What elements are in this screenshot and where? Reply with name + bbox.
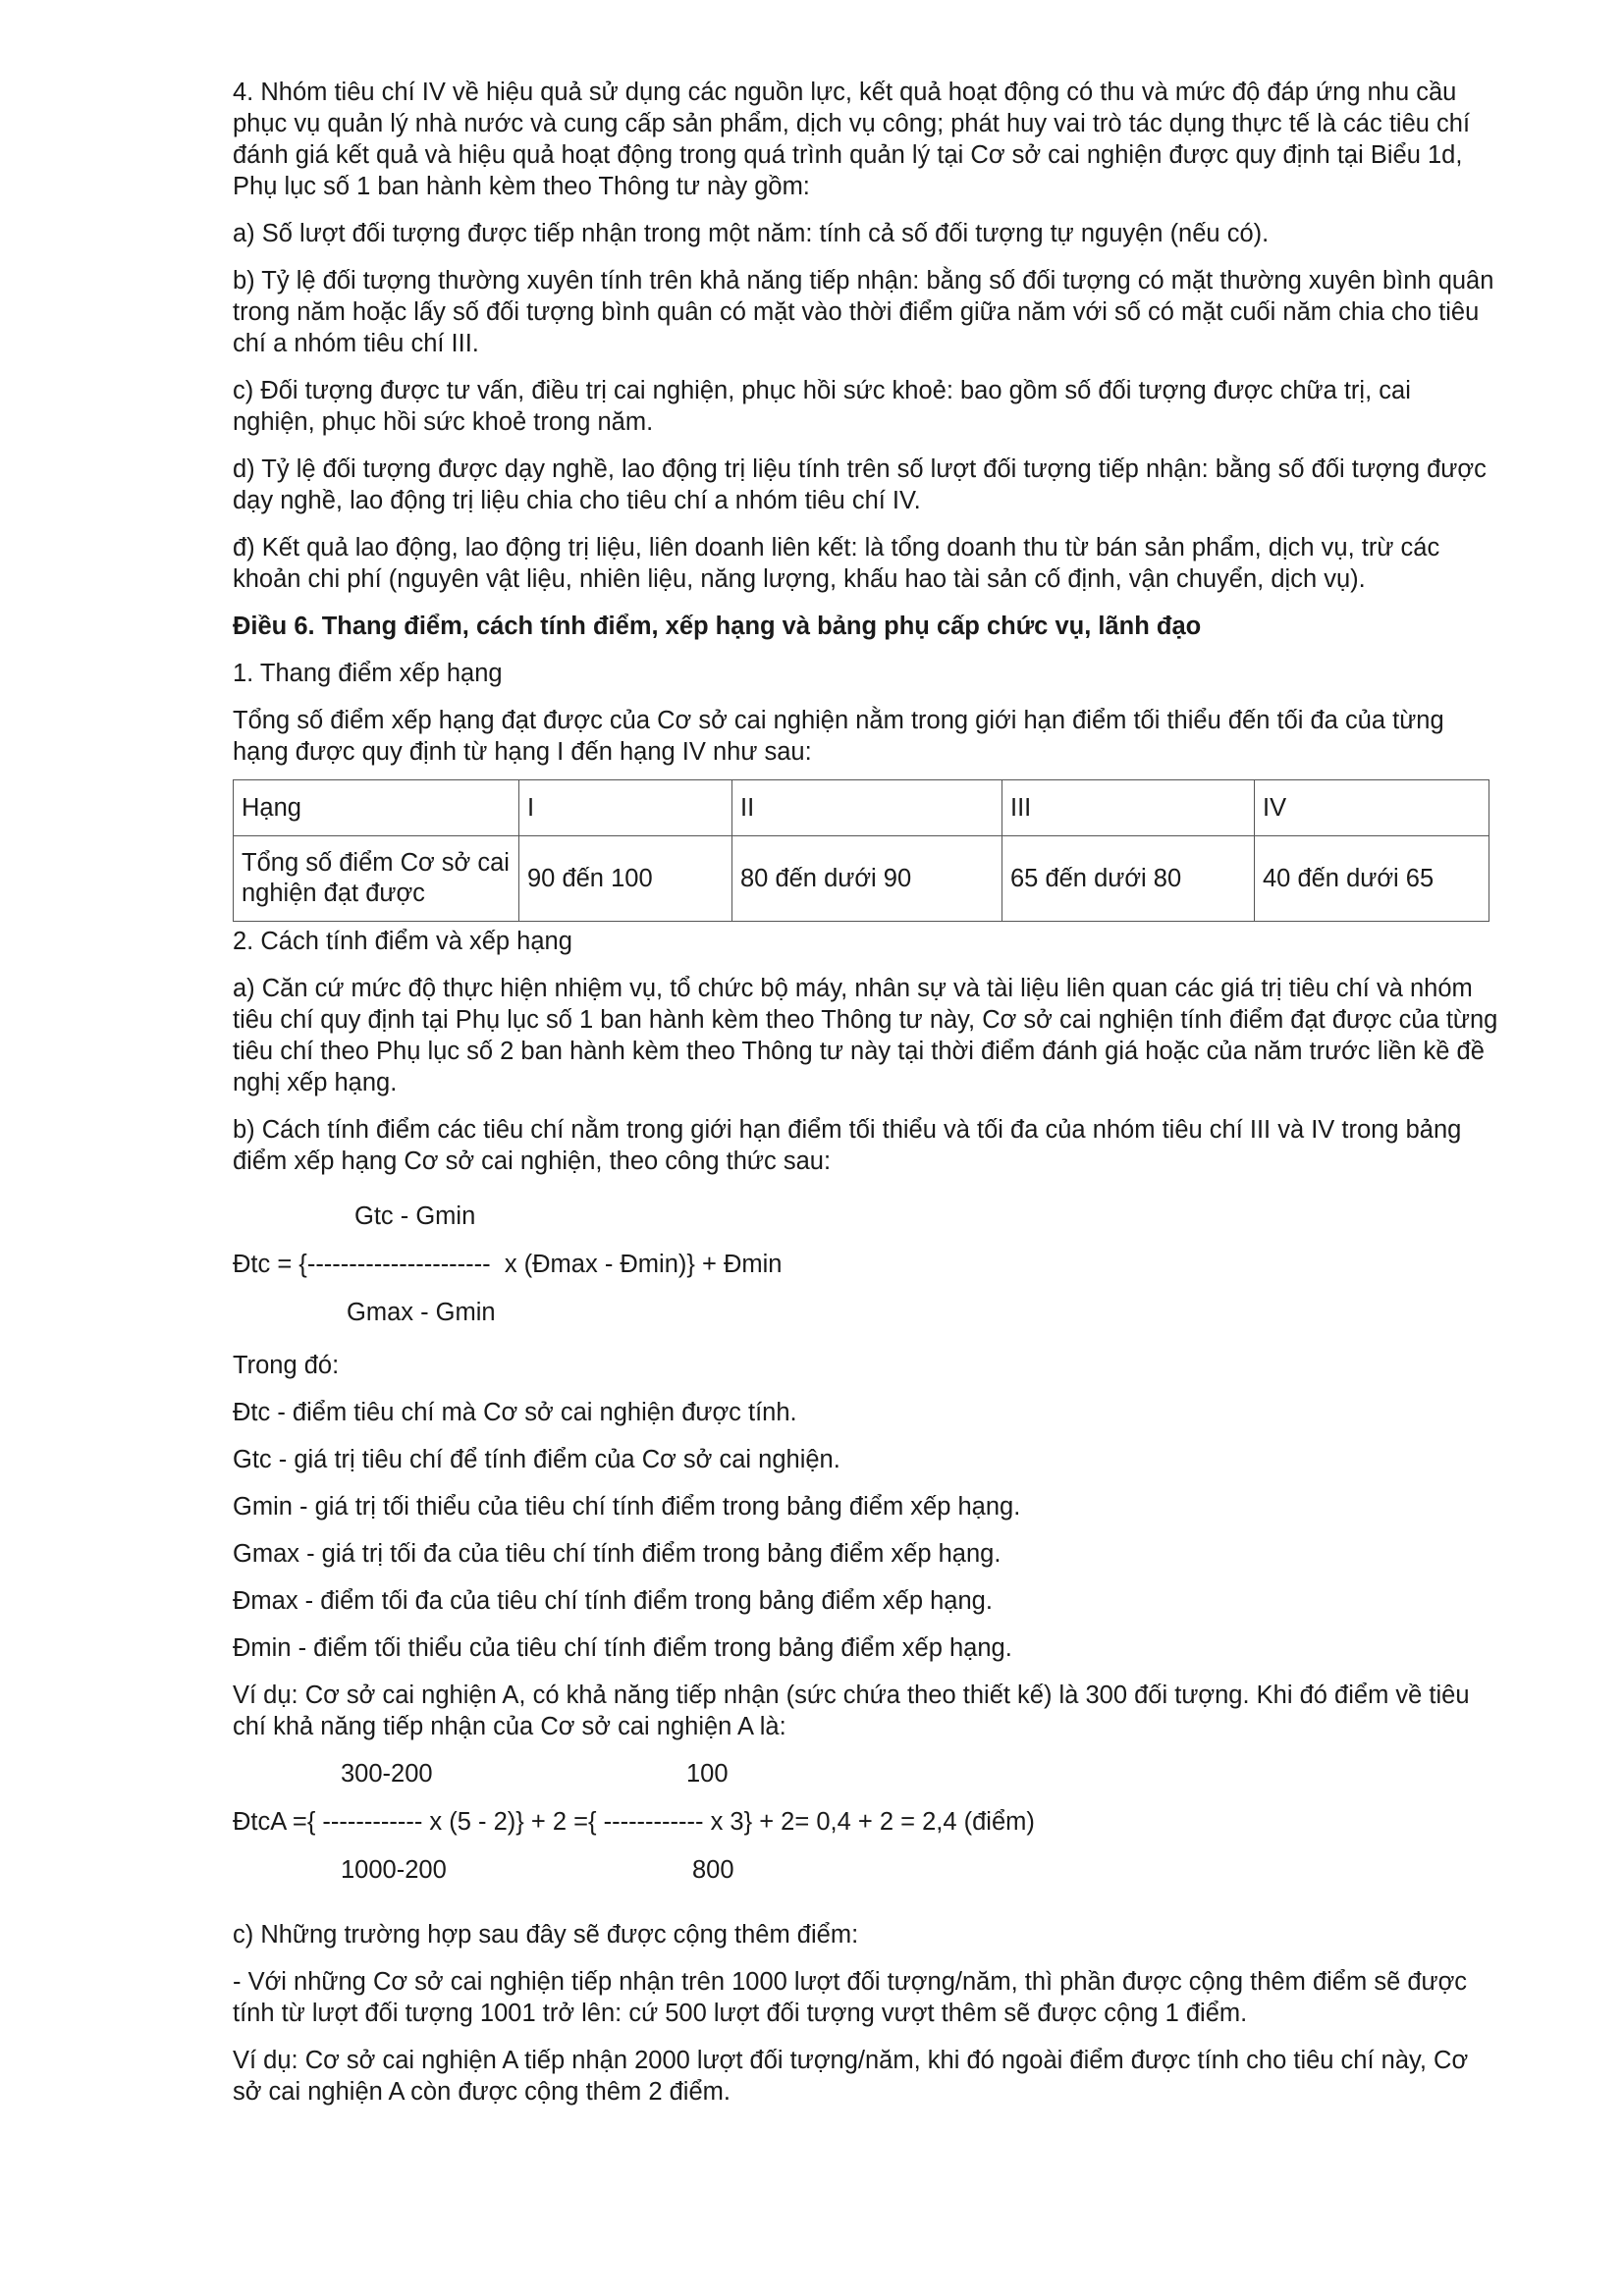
section-1-title: 1. Thang điểm xếp hạng [233, 660, 503, 687]
definition-item: Đtc - điểm tiêu chí mà Cơ sở cai nghiện được tính. [233, 1399, 797, 1426]
table-cell: IV [1255, 780, 1489, 836]
table-cell: 65 đến dưới 80 [1002, 836, 1255, 922]
example-denominator-1: 1000-200 [341, 1856, 447, 1884]
example-1: Ví dụ: Cơ sở cai nghiện A, có khả năng tiếp nhận (sức chứa theo thiết kế) là 300 đối tượng. Khi đó điểm về tiêu chí khả năng tiếp nhận của Cơ sở cai nghiện A là: [233, 1682, 1470, 1740]
table-cell: Hạng [234, 780, 519, 836]
table-row [234, 836, 1489, 922]
formula-numerator: Gtc - Gmin [354, 1202, 476, 1230]
example-numerator-2: 100 [686, 1760, 729, 1788]
table-cell: 90 đến 100 [519, 836, 732, 922]
definition-item: Gmin - giá trị tối thiểu của tiêu chí tính điểm trong bảng điểm xếp hạng. [233, 1493, 1021, 1521]
formula-main: Đtc = {---------------------- x (Đmax - Đmin)} + Đmin [233, 1251, 783, 1278]
item-a: a) Số lượt đối tượng được tiếp nhận trong một năm: tính cả số đối tượng tự nguyện (nếu có). [233, 220, 1270, 247]
bonus-rule: - Với những Cơ sở cai nghiện tiếp nhận trên 1000 lượt đối tượng/năm, thì phần được cộng thêm điểm sẽ được tính từ lượt đối tượng 1001 trở lên: cứ 500 lượt đối tượng vượt thêm sẽ được cộng 1 điểm. [233, 1968, 1468, 2027]
definition-item: Gtc - giá trị tiêu chí để tính điểm của Cơ sở cai nghiện. [233, 1446, 840, 1473]
example-formula-main: ĐtcA ={ ------------ x (5 - 2)} + 2 ={ ------------ x 3} + 2= 0,4 + 2 = 2,4 (điểm) [233, 1808, 1035, 1836]
section-1-text: Tổng số điểm xếp hạng đạt được của Cơ sở cai nghiện nằm trong giới hạn điểm tối thiểu đến tối đa của từng hạng được quy định từ hạng I đến hạng IV như sau: [233, 707, 1444, 766]
section-2c: c) Những trường hợp sau đây sẽ được cộng thêm điểm: [233, 1921, 859, 1949]
table-cell: II [732, 780, 1002, 836]
document-page [233, 77, 1499, 2123]
example-denominator-2: 800 [692, 1856, 734, 1884]
where-label: Trong đó: [233, 1352, 340, 1379]
section-2b: b) Cách tính điểm các tiêu chí nằm trong giới hạn điểm tối thiểu và tối đa của nhóm tiêu chí III và IV trong bảng điểm xếp hạng Cơ sở cai nghiện, theo công thức sau: [233, 1116, 1462, 1175]
definition-item: Đmin - điểm tối thiểu của tiêu chí tính điểm trong bảng điểm xếp hạng. [233, 1634, 1012, 1662]
table-cell: Tổng số điểm Cơ sở cai nghiện đạt được [234, 836, 519, 922]
table-cell: III [1002, 780, 1255, 836]
item-dd: đ) Kết quả lao động, lao động trị liệu, liên doanh liên kết: là tổng doanh thu từ bán sản phẩm, dịch vụ, trừ các khoản chi phí (nguyên vật liệu, nhiên liệu, năng lượng, khấu hao tài sản cố định, vận chuyển, dịch vụ). [233, 534, 1440, 593]
table-cell: 40 đến dưới 65 [1255, 836, 1489, 922]
example-2: Ví dụ: Cơ sở cai nghiện A tiếp nhận 2000 lượt đối tượng/năm, khi đó ngoài điểm được tính cho tiêu chí này, Cơ sở cai nghiện A còn được cộng thêm 2 điểm. [233, 2047, 1469, 2106]
paragraph-criteria-group-4: 4. Nhóm tiêu chí IV về hiệu quả sử dụng các nguồn lực, kết quả hoạt động có thu và mức độ đáp ứng nhu cầu phục vụ quản lý nhà nước và cung cấp sản phẩm, dịch vụ công; phát huy vai trò tác dụng thực tế là các tiêu chí đánh giá kết quả và hiệu quả hoạt động trong quá trình quản lý tại Cơ sở cai nghiện được quy định tại Biểu 1d, Phụ lục số 1 ban hành kèm theo Thông tư này gồm: [233, 79, 1471, 200]
example-formula [233, 1758, 1499, 1905]
item-d: d) Tỷ lệ đối tượng được dạy nghề, lao động trị liệu tính trên số lượt đối tượng tiếp nhận: bằng số đối tượng được dạy nghề, lao động trị liệu chia cho tiêu chí a nhóm tiêu chí IV. [233, 455, 1487, 514]
table-cell: 80 đến dưới 90 [732, 836, 1002, 922]
section-2-title: 2. Cách tính điểm và xếp hạng [233, 928, 572, 955]
table-row [234, 780, 1489, 836]
table-cell: I [519, 780, 732, 836]
item-c: c) Đối tượng được tư vấn, điều trị cai nghiện, phục hồi sức khoẻ: bao gồm số đối tượng được chữa trị, cai nghiện, phục hồi sức khoẻ trong năm. [233, 377, 1411, 436]
definition-item: Đmax - điểm tối đa của tiêu chí tính điểm trong bảng điểm xếp hạng. [233, 1587, 993, 1615]
ranking-table [233, 779, 1489, 922]
definition-item: Gmax - giá trị tối đa của tiêu chí tính điểm trong bảng điểm xếp hạng. [233, 1540, 1001, 1568]
score-formula [233, 1193, 1499, 1340]
item-b: b) Tỷ lệ đối tượng thường xuyên tính trên khả năng tiếp nhận: bằng số đối tượng có mặt thường xuyên bình quân trong năm hoặc lấy số đối tượng bình quân có mặt vào thời điểm giữa năm với số có mặt cuối năm chia cho tiêu chí a nhóm tiêu chí III. [233, 267, 1494, 357]
section-2a: a) Căn cứ mức độ thực hiện nhiệm vụ, tổ chức bộ máy, nhân sự và tài liệu liên quan các giá trị tiêu chí và nhóm tiêu chí quy định tại Phụ lục số 1 ban hành kèm theo Thông tư này, Cơ sở cai nghiện tính điểm đạt được của từng tiêu chí theo Phụ lục số 2 ban hành kèm theo Thông tư này tại thời điểm đánh giá hoặc của năm trước liền kề đề nghị xếp hạng. [233, 975, 1498, 1096]
article-6-heading: Điều 6. Thang điểm, cách tính điểm, xếp hạng và bảng phụ cấp chức vụ, lãnh đạo [233, 613, 1202, 640]
formula-denominator: Gmax - Gmin [347, 1299, 496, 1326]
example-numerator-1: 300-200 [341, 1760, 433, 1788]
